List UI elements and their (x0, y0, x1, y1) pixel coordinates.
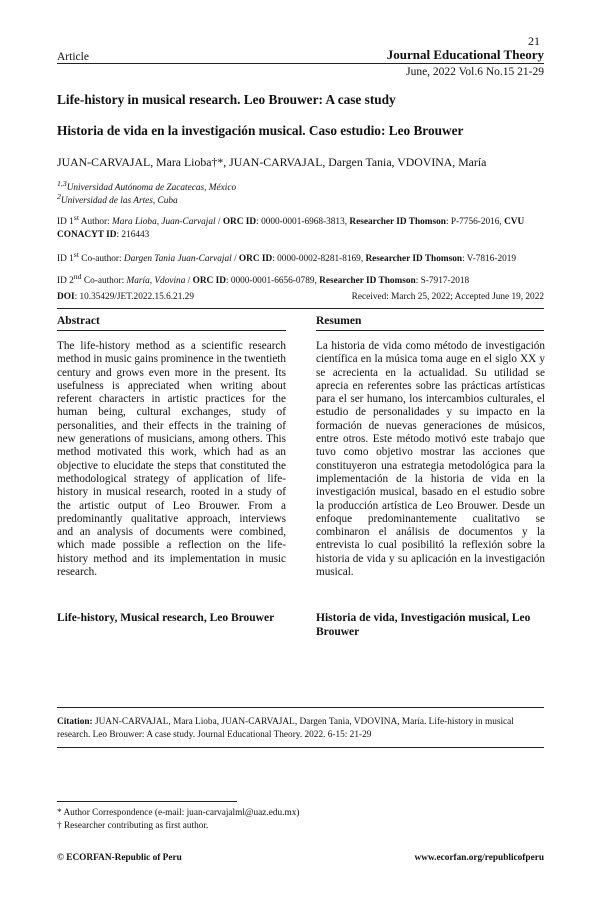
orcid-value: : 0000-0001-6968-3813, (256, 217, 350, 228)
abstract-heading: Abstract (57, 315, 100, 327)
id-name: Mara Lioba, Juan-Carvajal (112, 217, 216, 228)
cvu-value: : 216443 (116, 230, 150, 241)
received-dates: Received: March 25, 2022; Accepted June 19, 2022 (351, 292, 544, 302)
publisher-footer: © ECORFAN-Republic of Peru (57, 853, 182, 863)
article-label: Article (57, 51, 89, 63)
affiliation-text: Universidad Autónoma de Zacatecas, México (66, 183, 237, 194)
citation (57, 716, 544, 742)
id-name: María, Vdovina (126, 276, 186, 287)
id-role: Author: (78, 217, 113, 228)
resumen-body: La historia de vida como método de investigación científica en la música toma auge en el siglo XX y se acrecienta en la actualidad. Su utilidad se aprecia en referentes sobre las prácticas artísticas para el ser humano, los intercambios culturales, el estudio de personalidades y su impacto en la formación de nuevas generaciones de músicos, entre otros. Este método motivó este trabajo que tuvo como objetivo mostrar las acciones que constituyeron una estrategia metodológica para la implementación de la historia de vida en la investigación musical, basado en el estudio sobre la producción artística de Leo Brouwer. Desde un enfoque predominantemente cualitativo se combinaron el análisis de documentos y la entrevista lo cual posibilitó la reflexión sobre la historia de vida y su aplicación en la investigación musical. (316, 340, 545, 579)
resumen-rule (316, 330, 544, 331)
affiliation-text: Universidad de las Artes, Cuba (60, 196, 178, 207)
id-role: Co-author: (81, 276, 127, 287)
id-sup: st (73, 250, 79, 259)
abstract-rule (57, 330, 286, 331)
abstract-keywords: Life-history, Musical research, Leo Brouwer (57, 612, 275, 624)
id-prefix: ID 1 (57, 217, 74, 228)
journal-name: Journal Educational Theory (386, 47, 544, 62)
coauthor-id-line: ID 1st Co-author: Dargen Tania Juan-Carvajal / ORC ID: 0000-0002-8281-8169, Researcher ID Thomson: V-7816-2019 (57, 250, 517, 265)
doi-label: DOI (57, 292, 75, 302)
orcid-label: ORC ID (192, 276, 226, 287)
author-id-line: ID 1st Author: Mara Lioba, Juan-Carvajal / ORC ID: 0000-0001-6968-3813, Researcher ID Thomson: P-7756-2016, CVU CONACYT ID: 216443 (57, 213, 525, 241)
id-prefix: ID 2 (57, 276, 74, 287)
footnote-correspondence: * Author Correspondence (e-mail: juan-carvajalml@uaz.edu.mx) (57, 808, 300, 818)
orcid-label: ORC ID (222, 217, 257, 228)
affiliation (57, 179, 236, 193)
citation-text: JUAN-CARVAJAL, Mara Lioba, JUAN-CARVAJAL, Dargen Tania, VDOVINA, María. Life-history in musical research. Leo Brouwer: A case study. Journal Educational Theory. 2022. 6-15: 21-29 (57, 717, 514, 740)
orcid-label: ORC ID (238, 254, 273, 265)
publisher-url[interactable]: www.ecorfan.org/republicofperu (414, 853, 544, 863)
id-sup: st (73, 213, 79, 222)
id-prefix: ID 1 (57, 254, 74, 265)
rid-value: : P-7756-2016, (445, 217, 505, 228)
citation-rule-bottom (57, 747, 544, 748)
page-number: 21 (528, 34, 540, 48)
author-list: JUAN-CARVAJAL, Mara Lioba†*, JUAN-CARVAJAL, Dargen Tania, VDOVINA, María (57, 155, 487, 169)
rid-label: Researcher ID Thomson (319, 276, 416, 287)
resumen-keywords: Historia de vida, Investigación musical, Leo Brouwer (316, 612, 531, 638)
affiliation (57, 192, 178, 206)
title-spanish: Historia de vida en la investigación musical. Caso estudio: Leo Brouwer (57, 123, 464, 138)
abstract-body: The life-history method as a scientific research method in music gains prominence in the twentieth century and grows even more in the present. Its usefulness is appreciated when writing about referent characters in artistic practices for the human being, cultural exchanges, study of personalities, and their effects in the training of new generations of musicians, among others. This method motivated this work, which had as an objective to elucidate the steps that constituted the methodological strategy of application of life-history in musical research, rooted in a study of the artistic output of Leo Brouwer. From a predominantly qualitative approach, interviews and an analysis of documents were combined, which made possible a reflection on the life-history method and its implementation in music research. (57, 340, 286, 579)
rid-label: Researcher ID Thomson (365, 254, 463, 265)
affiliation-marker: 1,3 (57, 179, 67, 188)
footnote-rule (57, 801, 237, 802)
resumen-heading: Resumen (316, 315, 362, 327)
section-rule (57, 308, 544, 309)
rid-value: : S-7917-2018 (415, 276, 470, 287)
id-sup: nd (73, 272, 82, 281)
id-name: Dargen Tania Juan-Carvajal (123, 254, 232, 265)
orcid-value: : 0000-0002-8281-8169, (272, 254, 366, 265)
affiliation-marker: 2 (57, 192, 61, 201)
doi-line (57, 292, 194, 302)
coauthor-id-line: ID 2nd Co-author: María, Vdovina / ORC ID: 0000-0001-6656-0789, Researcher ID Thomson: S-7917-2018 (57, 272, 470, 287)
orcid-value: : 0000-0001-6656-0789, (225, 276, 320, 287)
cvu-label: CVU CONACYT ID (57, 217, 525, 241)
header-rule (57, 63, 544, 64)
rid-label: Researcher ID Thomson (349, 217, 446, 228)
id-role: Co-author: (78, 254, 124, 265)
doi-value: : 10.35429/JET.2022.15.6.21.29 (74, 292, 194, 302)
rid-value: : V-7816-2019 (462, 254, 517, 265)
citation-rule-top (57, 707, 544, 708)
footnote-first-author: † Researcher contributing as first author. (57, 821, 209, 831)
citation-label: Citation: (57, 717, 93, 727)
issue-info: June, 2022 Vol.6 No.15 21-29 (406, 66, 544, 78)
title-english: Life-history in musical research. Leo Brouwer: A case study (57, 92, 396, 107)
